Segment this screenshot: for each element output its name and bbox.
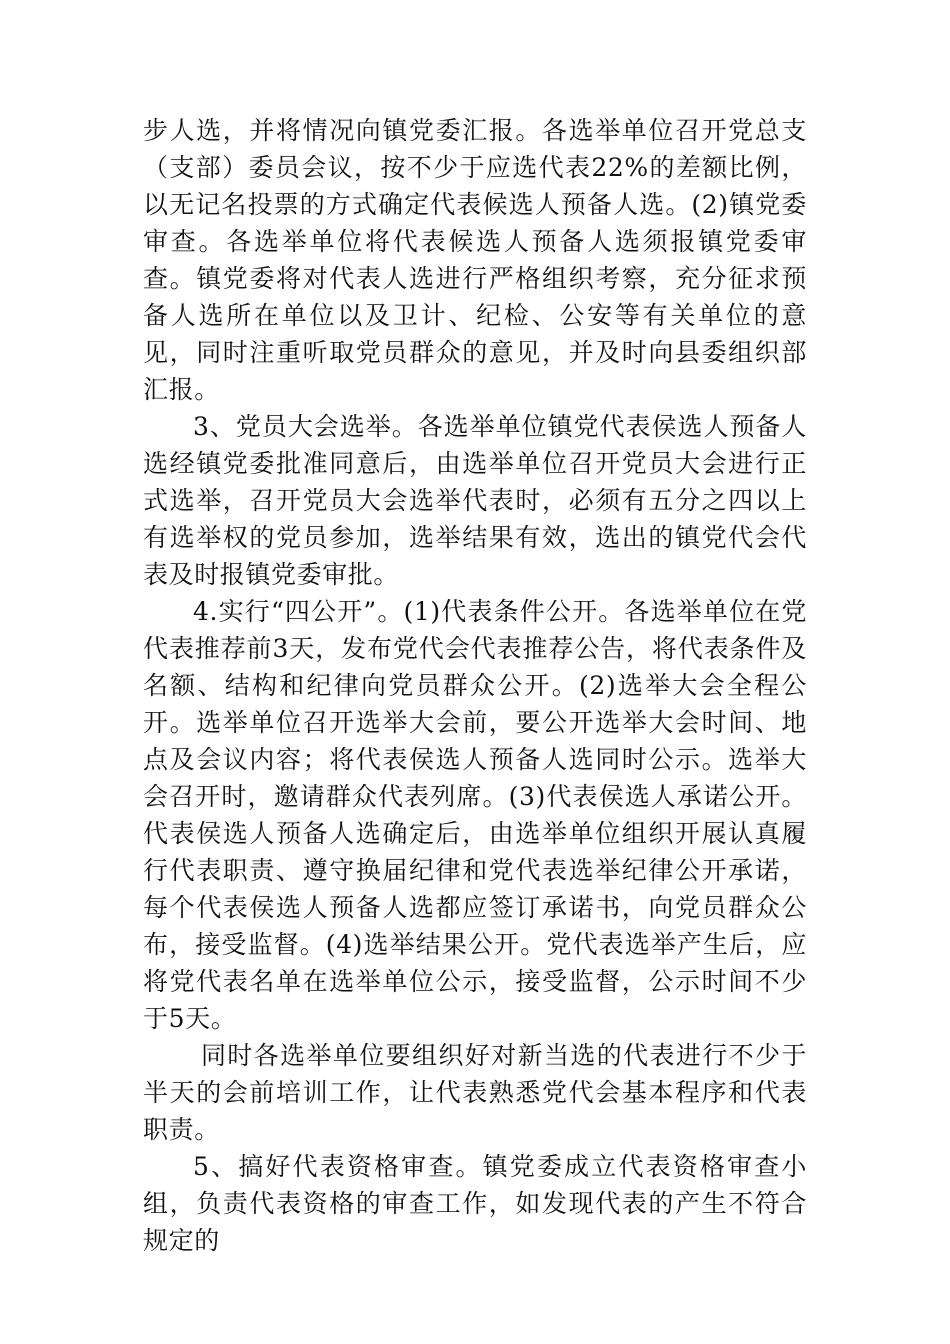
document-body <box>143 112 807 1259</box>
paragraph-four-disclosures: 4.实行“四公开”。(1)代表条件公开。各选举单位在党代表推荐前3天，发布党代会代表推荐公告，将代表条件及名额、结构和纪律向党员群众公开。(2)选举大会全程公开。选举单位召开选举大会前，要公开选举大会时间、地点及会议内容；将代表侯选人预备人选同时公示。选举大会召开时，邀请群众代表列席。(3)代表侯选人承诺公开。代表侯选人预备人选确定后，由选举单位组织开展认真履行代表职责、遵守换届纪律和党代表选举纪律公开承诺，每个代表侯选人预备人选都应签订承诺书，向党员群众公布，接受监督。(4)选举结果公开。党代表选举产生后，应将党代表名单在选举单位公示，接受监督，公示时间不少于5天。 <box>143 597 807 1033</box>
paragraph-party-member-election: 3、党员大会选举。各选举单位镇党代表侯选人预备人选经镇党委批准同意后，由选举单位召开党员大会进行正式选举，召开党员大会选举代表时，必须有五分之四以上有选举权的党员参加，选举结果有效，选出的镇党代会代表及时报镇党委审批。 <box>143 412 807 589</box>
paragraph-pre-meeting-training: 同时各选举单位要组织好对新当选的代表进行不少于半天的会前培训工作，让代表熟悉党代会基本程序和代表职责。 <box>143 1041 807 1144</box>
paragraph-candidate-review: 步人选，并将情况向镇党委汇报。各选举单位召开党总支（支部）委员会议，按不少于应选代表22%的差额比例，以无记名投票的方式确定代表候选人预备人选。(2)镇党委审查。各选举单位将代表候选人预备人选须报镇党委审查。镇党委将对代表人选进行严格组织考察，充分征求预备人选所在单位以及卫计、纪检、公安等有关单位的意见，同时注重听取党员群众的意见，并及时向县委组织部汇报。 <box>143 116 807 404</box>
paragraph-qualification-review: 5、搞好代表资格审查。镇党委成立代表资格审查小组，负责代表资格的审查工作，如发现代表的产生不符合规定的 <box>143 1152 807 1255</box>
